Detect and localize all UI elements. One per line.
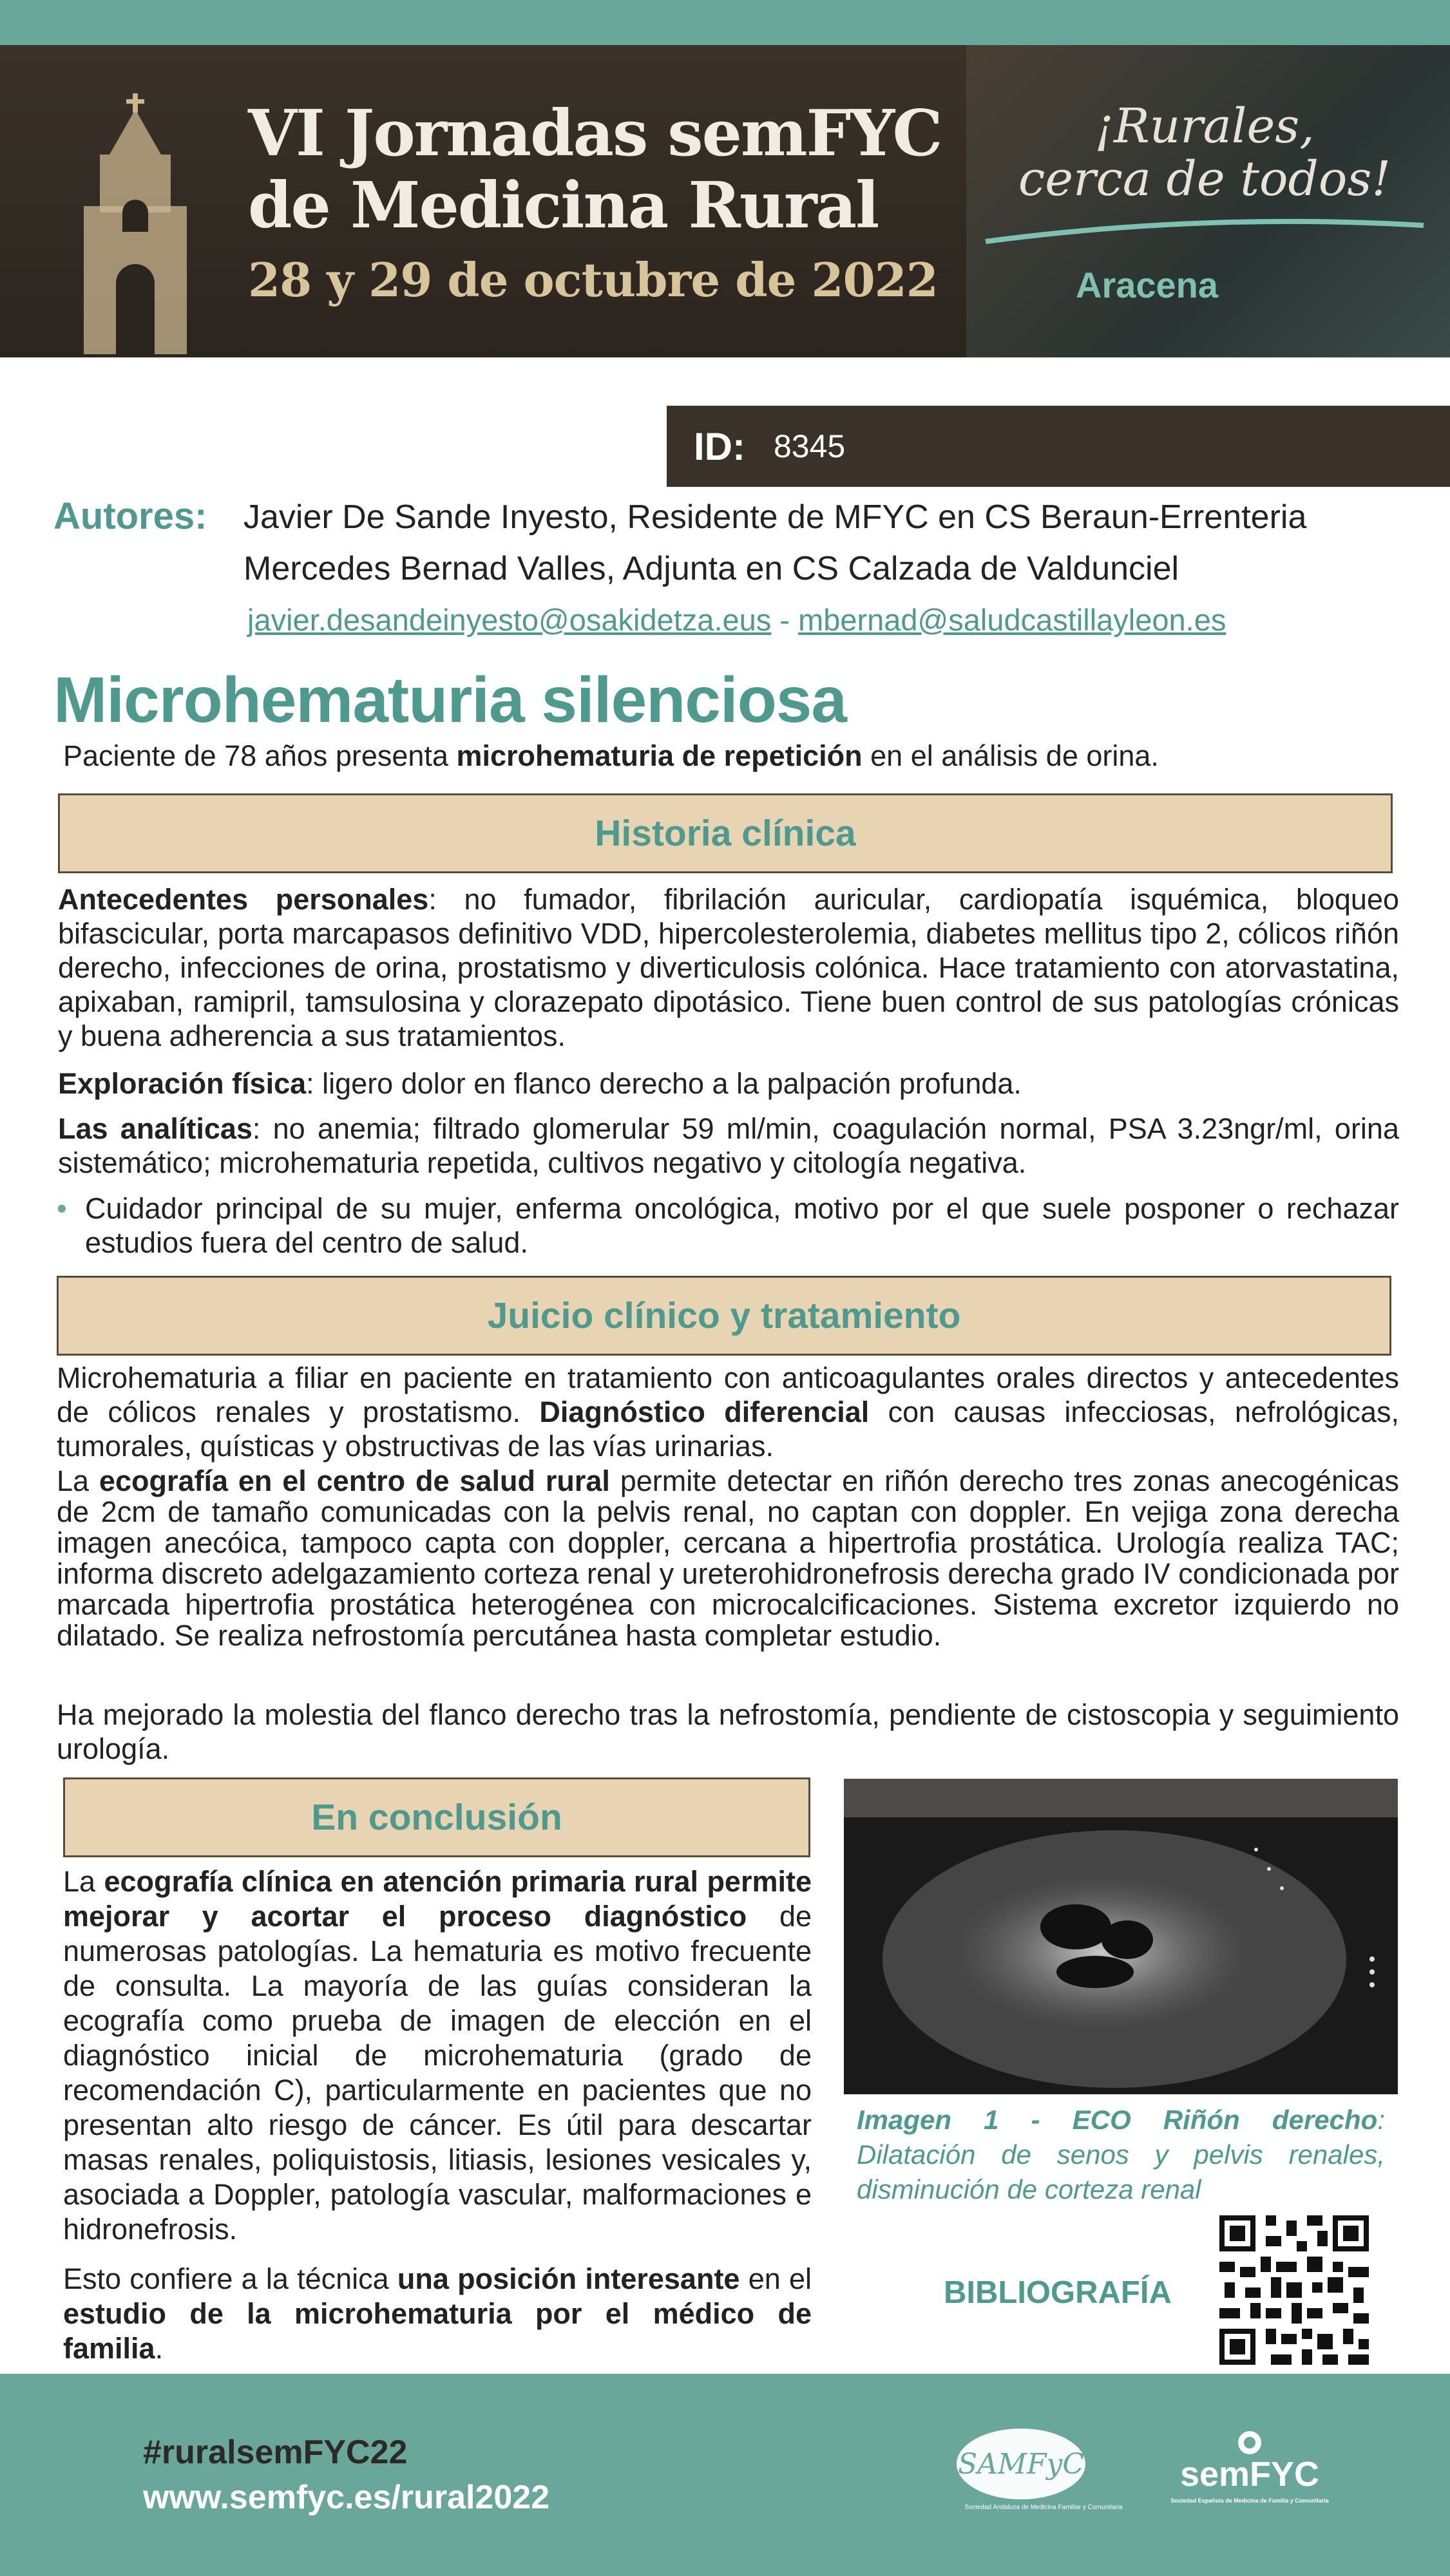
juicio-paragraph-1: [57, 1361, 1399, 1463]
juicio-paragraph-3: Ha mejorado la molestia del flanco derecho tras la nefrostomía, pendiente de cistoscopia y seguimiento urología.: [57, 1698, 1399, 1765]
slogan-line1: ¡Rurales,: [1094, 99, 1315, 154]
swoosh-decoration-icon: [979, 213, 1430, 251]
section-heading-conclusion: En conclusión: [63, 1777, 810, 1857]
section-heading-juicio: Juicio clínico y tratamiento: [57, 1276, 1391, 1356]
conclusion-p1-pre: La: [63, 1865, 104, 1898]
email-link-2[interactable]: mbernad@saludcastillayleon.es: [798, 603, 1226, 637]
conclusion-p2-mid: en el: [739, 2262, 812, 2295]
bibliography-label: BIBLIOGRAFÍA: [944, 2275, 1172, 2310]
image-caption-bold: Imagen 1 - ECO Riñón derecho: [857, 2105, 1378, 2135]
samfyc-logo-text: SAMFyC: [957, 2448, 1085, 2481]
juicio-p1-bold: Diagnóstico diferencial: [539, 1396, 870, 1428]
author-emails: [247, 602, 1226, 638]
samfyc-logo-subtext: Sociedad Andaluza de Medicina Familiar y Comunitaria: [964, 2504, 1123, 2511]
exploracion-text: : ligero dolor en flanco derecho a la palpación profunda.: [306, 1067, 1022, 1100]
conclusion-paragraph-1: [63, 1864, 812, 2247]
analiticas-label: Las analíticas: [58, 1112, 253, 1145]
qr-code-icon[interactable]: [1219, 2215, 1369, 2365]
antecedentes-label: Antecedentes personales: [58, 883, 429, 916]
ultrasound-image: [844, 1779, 1398, 2094]
bell-tower-icon: [71, 90, 200, 354]
conclusion-p1-bold: ecografía clínica en atención primaria rural permite mejorar y acortar el proceso diagnóstico: [63, 1865, 812, 1933]
author-2: Mercedes Bernad Valles, Adjunta en CS Calzada de Valdunciel: [243, 550, 1179, 587]
cuidador-bullet: [57, 1191, 1399, 1260]
antecedentes-paragraph: [58, 882, 1399, 1053]
semfyc-logo-text: semFYC: [1179, 2455, 1320, 2494]
slogan-line2: cerca de todos!: [1018, 151, 1391, 207]
juicio-p2-bold: ecografía en el centro de salud rural: [99, 1464, 610, 1497]
intro-pre: Paciente de 78 años presenta: [63, 739, 457, 772]
semfyc-logo-subtext: Sociedad Española de Medicina de Familia y Comunitaria: [1170, 2497, 1329, 2504]
juicio-paragraph-2: [57, 1466, 1399, 1651]
intro-post: en el análisis de orina.: [862, 739, 1159, 772]
exploracion-label: Exploración física: [58, 1067, 307, 1100]
footer-hashtag: #ruralsemFYC22: [143, 2434, 408, 2471]
id-value: 8345: [773, 428, 846, 464]
conclusion-p2-pre: Esto confiere a la técnica: [63, 2262, 397, 2295]
section-heading-historia: Historia clínica: [58, 793, 1393, 873]
bullet-text: Cuidador principal de su mujer, enferma oncológica, motivo por el que suele posponer o rechazar estudios fuera del centro de salud.: [85, 1192, 1399, 1259]
email-link-1[interactable]: javier.desandeinyesto@osakidetza.eus: [247, 603, 772, 637]
event-place: Aracena: [1076, 265, 1219, 305]
juicio-p1-pre: Microhematuria a filiar en paciente en tratamiento con anticoagulantes orales directos y antecedentes de cólicos renales y prostatismo.: [57, 1361, 1399, 1428]
event-slogan: [1005, 100, 1404, 205]
juicio-p1-post: con causas infecciosas, nefrológicas, tumorales, quísticas y obstructivas de las vías urinarias.: [57, 1396, 1399, 1463]
antecedentes-text: : no fumador, fibrilación auricular, cardiopatía isquémica, bloqueo bifascicular, porta marcapasos definitivo VDD, hipercolesterolemia, diabetes mellitus tipo 2, cólicos riñón derecho, infecciones de orina, prostatismo y diverticulosis colónica. Hace tratamiento con atorvastatina, apixaban, ramipril, tamsulosina y clorazepato dipotásico. Tiene buen control de sus patologías crónicas y buena adherencia a sus tratamientos.: [58, 883, 1399, 1052]
exploracion-paragraph: [58, 1066, 1399, 1101]
header-banner: [0, 0, 1450, 357]
id-bar: [667, 406, 1450, 487]
conclusion-p2-bold1: una posición interesante: [397, 2262, 740, 2295]
event-title-line1: VI Jornadas semFYC: [248, 97, 942, 171]
image-caption: [857, 2103, 1385, 2207]
bullet-dot-icon: •: [57, 1192, 67, 1225]
footer: [0, 2374, 1450, 2576]
image-caption-rest: : Dilatación de senos y pelvis renales, disminución de corteza renal: [857, 2105, 1385, 2204]
email-separator: -: [771, 603, 799, 637]
juicio-p2-post: permite detectar en riñón derecho tres zonas anecogénicas de 2cm de tamaño comunicadas con la pelvis renal, no captan con doppler. En vejiga zona derecha imagen anecóica, tampoco capta con doppler, cercana a hipertrofia prostática. Urología realiza TAC; informa discreto adelgazamiento corteza renal y ureterohidronefrosis derecha grado IV condicionada por marcada hipertrofia prostática heterogénea con microcalcificaciones. Sistema excretor izquierdo no dilatado. Se realiza nefrostomía percutánea hasta completar estudio.: [57, 1464, 1399, 1652]
conclusion-p2-bold2: estudio de la microhematuria por el médico de familia: [63, 2297, 812, 2365]
analiticas-text: : no anemia; filtrado glomerular 59 ml/min, coagulación normal, PSA 3.23ngr/ml, orina sistemático; microhematuria repetida, cultivos negativo y citología negativa.: [58, 1112, 1399, 1179]
ultrasound-scan-icon: [844, 1779, 1398, 2094]
analiticas-paragraph: [58, 1112, 1399, 1180]
samfyc-logo-icon: [947, 2419, 1123, 2528]
page-title: Microhematuria silenciosa: [53, 664, 847, 736]
juicio-p2-pre: La: [57, 1464, 99, 1497]
event-dates: 28 y 29 de octubre de 2022: [248, 252, 938, 307]
semfyc-logo-icon: [1166, 2427, 1333, 2523]
intro-text: [63, 739, 1159, 773]
conclusion-p1-post: de numerosas patologías. La hematuria es motivo frecuente de consulta. La mayoría de las guías consideran la ecografía como prueba de imagen de elección en el diagnóstico inicial de microhematuria (grado de recomendación C), particularmente en pacientes que no presentan alto riesgo de cáncer. Es útil para descartar masas renales, poliquistosis, litiasis, lesiones vesicales y, asociada a Doppler, patología vascular, malformaciones e hidronefrosis.: [63, 1900, 812, 2246]
authors-label: Autores:: [53, 495, 207, 537]
author-1: Javier De Sande Inyesto, Residente de MFYC en CS Beraun-Errenteria: [243, 498, 1307, 536]
event-title-line2: de Medicina Rural: [248, 169, 879, 243]
id-label: ID:: [694, 424, 745, 468]
intro-bold: microhematuria de repetición: [456, 739, 863, 772]
conclusion-paragraph-2: [63, 2262, 812, 2366]
conclusion-p2-post: .: [155, 2332, 164, 2365]
footer-url[interactable]: www.semfyc.es/rural2022: [143, 2479, 550, 2516]
